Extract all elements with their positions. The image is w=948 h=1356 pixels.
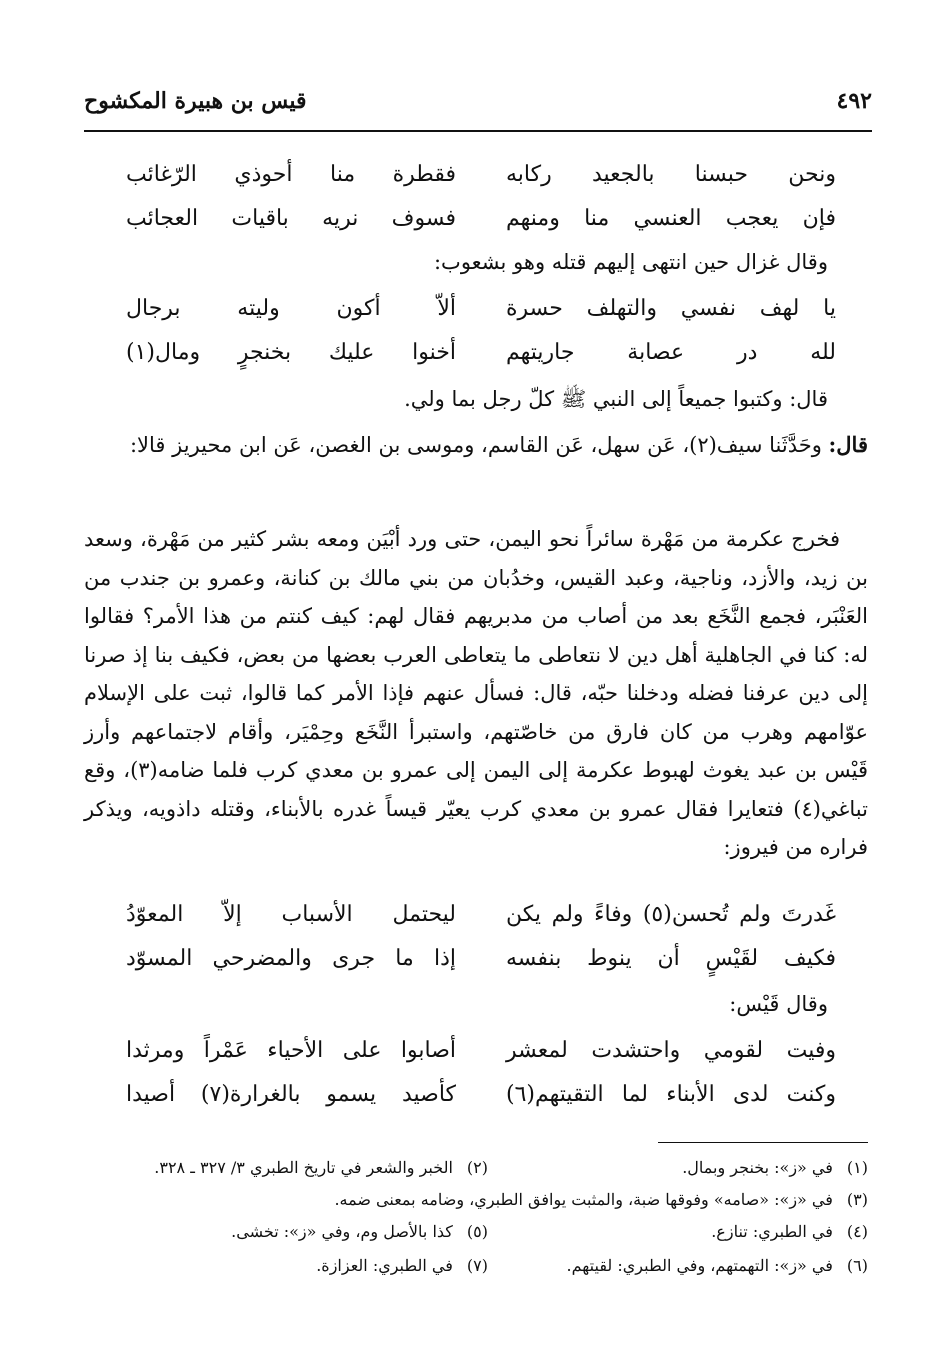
poem-intro: وقال غزال حين انتهى إليهم قتله وهو بشعوب: (433, 250, 828, 274)
verse-second-hemistich: كأصيد يسمو بالغرارة(٧) أصيدا (126, 1082, 457, 1107)
footnote-number: (٤) (846, 1222, 868, 1241)
verse-second-hemistich: أصابوا على الأحياء عَمْراً ومرثدا (126, 1038, 456, 1063)
isnad-paragraph (84, 426, 868, 465)
verse-line (0, 1082, 948, 1126)
footnote (711, 1222, 868, 1241)
verse-first-hemistich: وكنت لدى الأبناء لما التقيتهم(٦) (506, 1082, 836, 1107)
page-number: ٤٩٢ (836, 88, 872, 114)
verse-second-hemistich: أخنوا عليك بخنجرٍ ومال(١) (126, 340, 456, 365)
paragraph-lead: قال: (828, 432, 868, 457)
footnote (154, 1158, 488, 1177)
footnote-row (84, 1158, 868, 1188)
verse-line (0, 340, 948, 384)
verse-line (0, 296, 948, 340)
closing-line: قال: وكتبوا جميعاً إلى النبي ﷺ كلّ رجل بما ولي. (404, 387, 828, 411)
footnote (316, 1256, 488, 1275)
footnote-text: في «ز»: التهمتهم، وفي الطبري: لقيتهم. (566, 1256, 833, 1275)
verse-second-hemistich: إذا ما جرى والمضرحي المسوّد (126, 946, 456, 971)
poem-block-2 (0, 296, 948, 384)
footnote-number: (٣) (846, 1190, 868, 1209)
paragraph-text: وحَدَّثَنا سيف(٢)، عَن سهل، عَن القاسم، وموسى بن الغصن، عَن ابن محيريز قالا: (129, 433, 829, 457)
verse-first-hemistich: ونحن حبسنا بالجعيد ركابه (506, 162, 836, 187)
footnote-number: (٦) (846, 1256, 868, 1275)
verse-line (0, 946, 948, 990)
header-rule (84, 130, 872, 132)
verse-line (0, 162, 948, 206)
footnote-row (84, 1222, 868, 1252)
footnote-row (84, 1190, 868, 1220)
verse-first-hemistich: وفيت لقومي واحتشدت لمعشر (506, 1038, 836, 1063)
verse-first-hemistich: فكيف لقَيْسٍ أن ينوط بنفسه (506, 946, 836, 971)
poem-intro: وقال قَيْس: (729, 992, 828, 1016)
footnote-number: (٢) (466, 1158, 488, 1177)
verse-first-hemistich: فإن يعجب العنسي منا ومنهم (506, 206, 836, 231)
footnote-number: (١) (846, 1158, 868, 1177)
footnote-text: الخبر والشعر في تاريخ الطبري ٣/ ٣٢٧ ـ ٣٢٨. (154, 1158, 453, 1177)
verse-second-hemistich: ألاّ أكون وليته برجال (126, 296, 456, 321)
verse-second-hemistich: فسوف نريه باقيات العجائب (126, 206, 456, 231)
footnote-text: في «ز»: «صامه» وفوقها ضبة، والمثبت يوافق الطبري، وضامه بمعنى ضمه. (334, 1190, 833, 1209)
verse-first-hemistich: يا لهف نفسي والتهلف حسرة (506, 296, 836, 321)
footnote (682, 1158, 868, 1177)
footnote (231, 1222, 488, 1241)
footnote-text: في الطبري: تنازع. (711, 1222, 833, 1241)
footnote-row (84, 1256, 868, 1286)
footnote-text: كذا بالأصل وم، وفي «ز»: تخشى. (231, 1222, 453, 1241)
verse-line (0, 1038, 948, 1082)
verse-first-hemistich: لله در عصابة جاريتهم (506, 340, 836, 365)
poem-block-1 (0, 162, 948, 250)
footnote-text: في «ز»: بخنجر وبمال. (682, 1158, 833, 1177)
poem-block-3 (0, 902, 948, 990)
footnote-rule (658, 1142, 868, 1143)
narrative-paragraph: فخرج عكرمة من مَهْرة سائراً نحو اليمن، حتى ورد أبْيَن ومعه بشر كثير من مَهْرة، وسعد بن زيد، والأزد، وناجية، وعبد القيس، وخدُبان من بني مالك بن كنانة، وعمرو بن جندب من العَنْبَر، فجمع النَّخَع بعد من أصاب من مدبريهم فقال لهم: كيف كنتم من هذا الأمر؟ فقالوا له: كنا في الجاهلية أهل دين لا نتعاطى ما يتعاطى العرب بعضها من بعض، فكيف بنا إذ صرنا إلى دين عرفنا فضله ودخلنا حبّه، قال: فسأل عنهم فإذا الأمر كما قالوا، ثبت على الإسلام عوّامهم وهرب من كان فارق من خاصّتهم، واستبرأ النَّخَع وحِمْيَر، وأقام لاجتماعهم وأرز قَيْس بن عبد يغوث لهبوط عكرمة إلى اليمن إلى عمرو بن معدي كرب فلما ضامه(٣)، وقع تباغي(٤) فتعايرا فقال عمرو بن معدي كرب يعيّر قيساً غدره بالأبناء، وقتله داذويه، ويذكر فراره من فيروز: (84, 527, 869, 859)
verse-second-hemistich: فقطرة منا أحوذي الرّغائب (126, 162, 456, 187)
page-header (84, 88, 872, 122)
footnote-number: (٥) (466, 1222, 488, 1241)
verse-second-hemistich: ليحتمل الأسباب إلاّ المعوّدُ (126, 902, 456, 927)
verse-line (0, 206, 948, 250)
running-title: قيس بن هبيرة المكشوح (84, 88, 307, 114)
footnote (567, 1256, 868, 1275)
poem-block-4 (0, 1038, 948, 1126)
footnote (334, 1190, 868, 1209)
verse-first-hemistich: غَدرتَ ولم تُحسن(٥) وفاءً ولم يكن (506, 902, 836, 927)
footnote-number: (٧) (466, 1256, 488, 1275)
footnote-text: في الطبري: العزازة. (316, 1256, 453, 1275)
verse-line (0, 902, 948, 946)
